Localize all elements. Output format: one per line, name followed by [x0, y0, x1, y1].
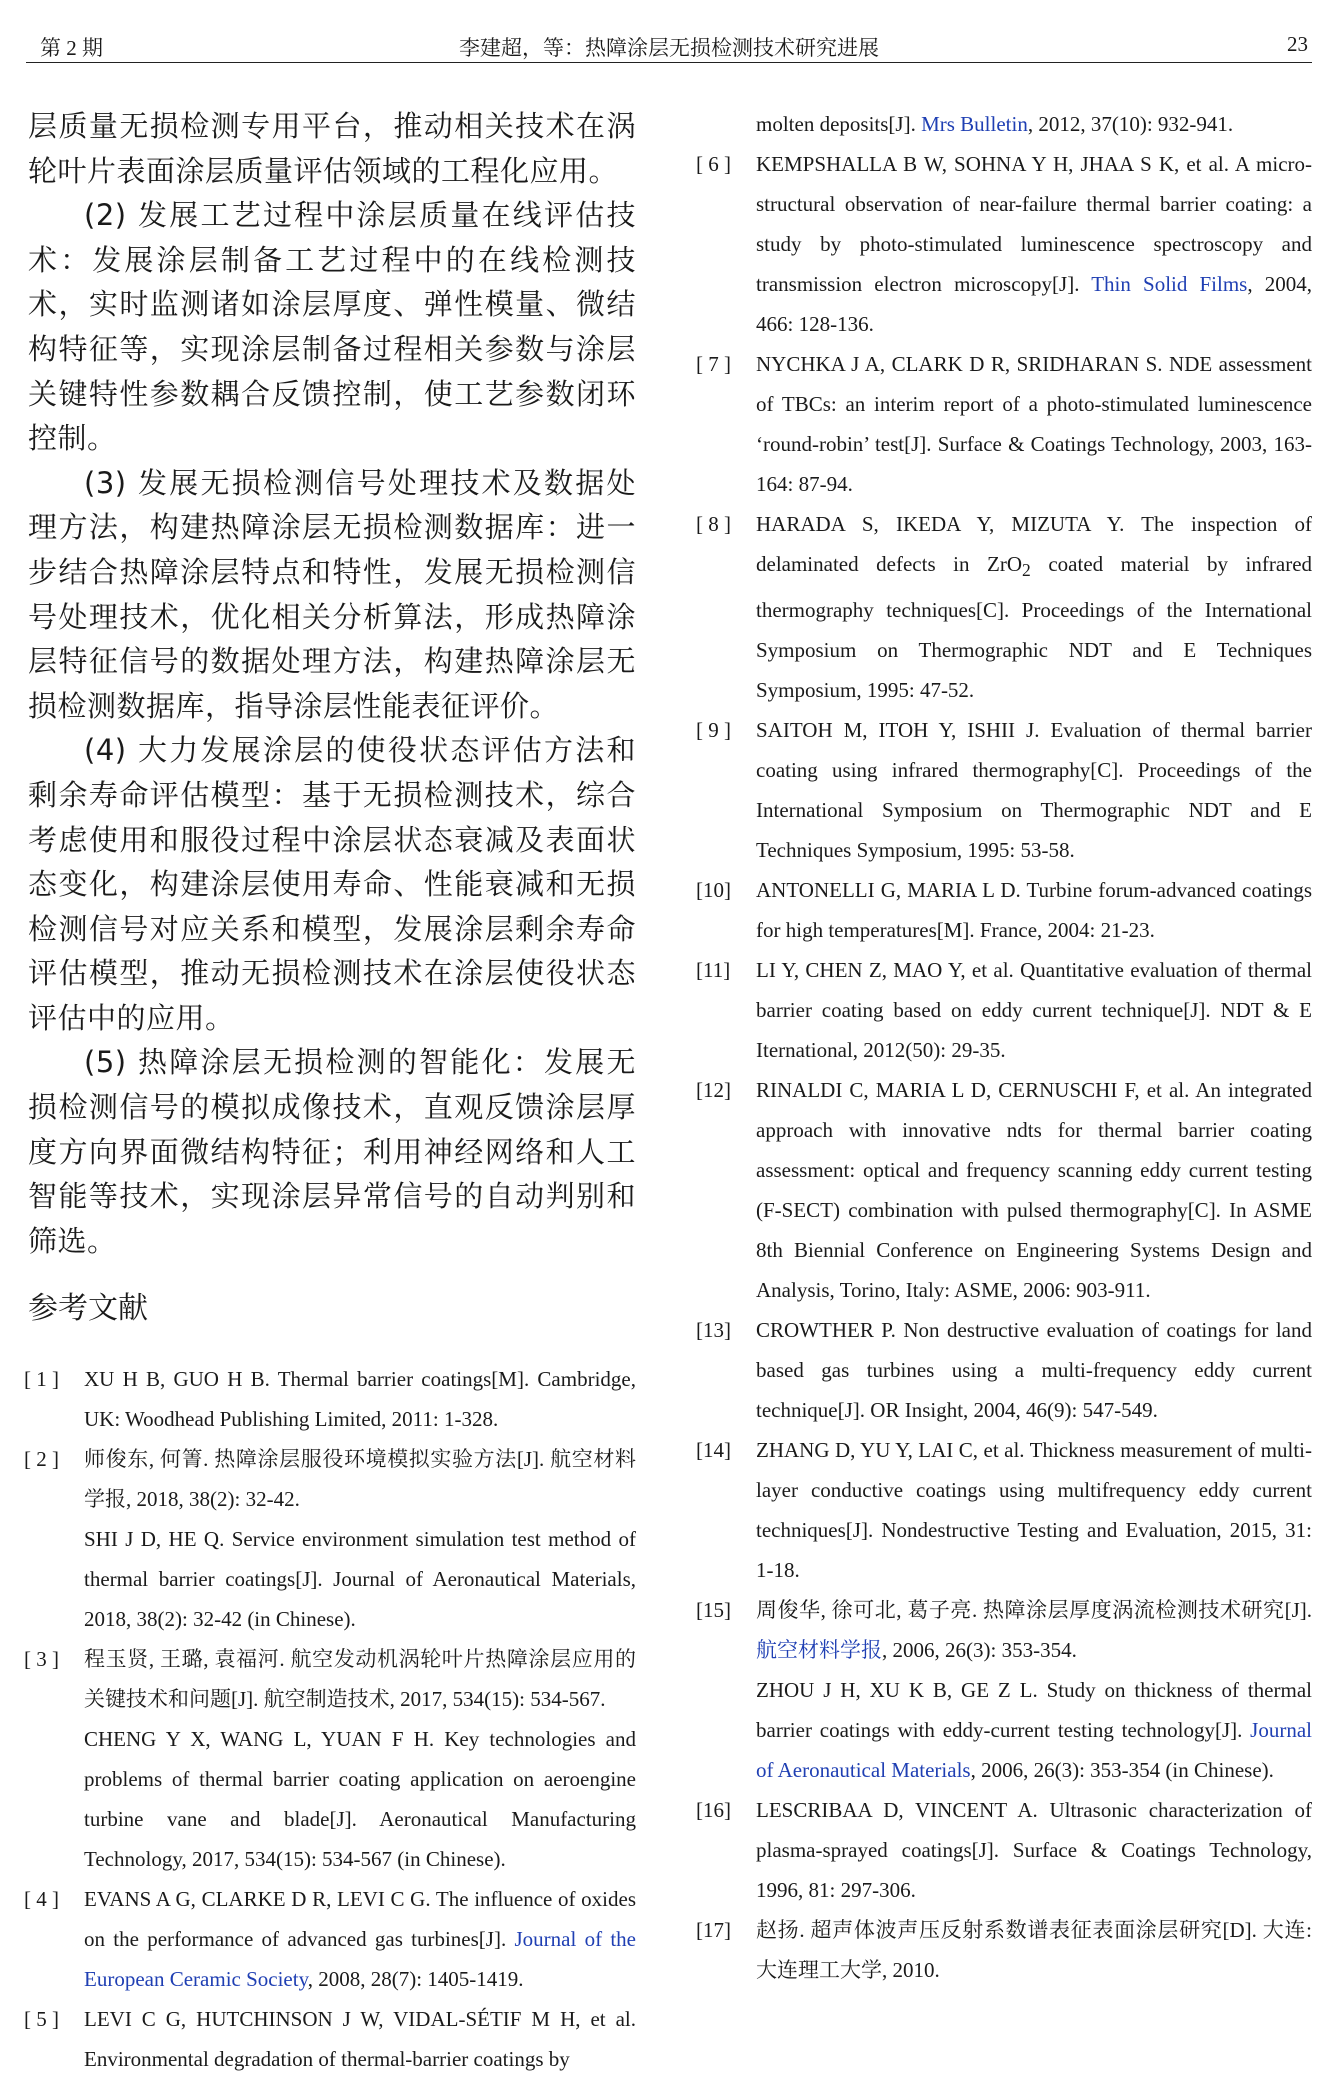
- reference-text-english: ZHOU J H, XU K B, GE Z L. Study on thickness of thermal barrier coatings with eddy-current testing technology[J].: [756, 1678, 1312, 1743]
- reference-line: [756, 1590, 1312, 1670]
- reference-text: coated material by infrared thermography techniques[C]. Proceedings of the International Symposium on Thermographic NDT and E Techniques Symposium, 1995: 47-52.: [756, 552, 1313, 703]
- reference-item-continued: [700, 104, 1312, 144]
- reference-text: , 2012, 37(10): 932-941.: [1027, 112, 1234, 136]
- reference-text-english: CHENG Y X, WANG L, YUAN F H. Key technologies and problems of thermal barrier coating application on aeroengine turbine vane and blade[J]. Aeronautical Manufacturing Technology, 2017, 534(15): 534-567 (in Chinese).: [84, 1727, 636, 1872]
- reference-text: KEMPSHALLA B W, SOHNA Y H, JHAA S K, et al. A micro-structural observation of near-failure thermal barrier coating: a study by photo-stimulated luminescence spectroscopy and transmission electron microscopy[J].: [756, 152, 1312, 296]
- left-column: [24, 104, 636, 2079]
- reference-number: [ 2 ]: [24, 1447, 59, 1472]
- reference-text: ANTONELLI G, MARIA L D. Turbine forum-advanced coatings for high temperatures[M]. France, 2004: 21-23.: [756, 878, 1312, 943]
- reference-number: [15]: [696, 1598, 731, 1623]
- reference-number: [ 5 ]: [24, 2007, 59, 2032]
- reference-text: HARADA S, IKEDA Y, MIZUTA Y. The inspection of delaminated defects in ZrO: [756, 512, 1312, 576]
- right-column: [696, 104, 1313, 1990]
- reference-text: XU H B, GUO H B. Thermal barrier coatings[M]. Cambridge, UK: Woodhead Publishing Limited, 2011: 1-328.: [84, 1367, 636, 1432]
- journal-link[interactable]: Journal of the European Ceramic Society: [84, 1927, 636, 1992]
- reference-item: [24, 1359, 636, 1439]
- running-title: 李建超，等：热障涂层无损检测技术研究进展: [459, 36, 879, 60]
- journal-link[interactable]: Journal of Aeronautical Materials: [756, 1718, 1312, 1783]
- reference-text: RINALDI C, MARIA L D, CERNUSCHI F, et al. An integrated approach with innovative ndts for thermal barrier coating assessment: optical and frequency scanning eddy current testing (F-SECT) combination with pulsed thermography[C]. In ASME 8th Biennial Conference on Engineering Systems Design and Analysis, Torino, Italy: ASME, 2006: 903-911.: [756, 1078, 1312, 1303]
- reference-number: [ 4 ]: [24, 1887, 59, 1912]
- issue-label: 第 2 期: [40, 36, 103, 60]
- reference-item: [24, 1439, 636, 1639]
- reference-item: [24, 1879, 636, 1999]
- reference-number: [ 8 ]: [696, 512, 731, 536]
- reference-line: [756, 1670, 1312, 1790]
- reference-number: [ 1 ]: [24, 1367, 59, 1392]
- reference-text: 赵扬. 超声体波声压反射系数谱表征表面涂层研究[D]. 大连: 大连理工大学, 2010.: [756, 1918, 1312, 1983]
- body-text: [28, 104, 636, 1263]
- reference-item: [696, 870, 1312, 950]
- reference-number: [ 7 ]: [696, 352, 731, 376]
- reference-item: [696, 1070, 1312, 1310]
- reference-text: LEVI C G, HUTCHINSON J W, VIDAL-SÉTIF M H, et al. Environmental degradation of thermal-barrier coatings by: [84, 2007, 636, 2072]
- reference-text: NYCHKA J A, CLARK D R, SRIDHARAN S. NDE assessment of TBCs: an interim report of a photo-stimulated luminescence ‘round-robin’ test[J]. Surface & Coatings Technology, 2003, 163-164: 87-94.: [756, 352, 1312, 496]
- references-heading: 参考文献: [28, 1291, 148, 1327]
- reference-number: [ 6 ]: [696, 152, 731, 176]
- reference-number: [16]: [696, 1798, 731, 1823]
- paragraph: (4) 大力发展涂层的使役状态评估方法和剩余寿命评估模型：基于无损检测技术，综合考虑使用和服役过程中涂层状态衰减及表面状态变化，构建涂层使用寿命、性能衰减和无损检测信号对应关系和模型，发展涂层剩余寿命评估模型，推动无损检测技术在涂层使役状态评估中的应用。: [28, 733, 636, 1035]
- reference-number: [11]: [696, 958, 731, 983]
- reference-text: , 2008, 28(7): 1405-1419.: [307, 1967, 524, 1992]
- reference-item: [696, 1590, 1312, 1790]
- reference-item: [24, 1639, 636, 1879]
- reference-text: SAITOH M, ITOH Y, ISHII J. Evaluation of thermal barrier coating using infrared thermography[C]. Proceedings of the International Symposium on Thermographic NDT and E Techniques Symposium, 1995: 53-58.: [756, 718, 1312, 863]
- reference-item: [696, 950, 1312, 1070]
- reference-text: LESCRIBAA D, VINCENT A. Ultrasonic characterization of plasma-sprayed coatings[J]. Surface & Coatings Technology, 1996, 81: 297-306.: [756, 1798, 1312, 1903]
- reference-number: [13]: [696, 1318, 731, 1343]
- reference-text: , 2006, 26(3): 353-354.: [882, 1638, 1077, 1663]
- reference-item: [696, 344, 1312, 504]
- journal-link[interactable]: 航空材料学报: [756, 1638, 882, 1663]
- reference-text: , 2006, 26(3): 353-354 (in Chinese).: [970, 1758, 1274, 1783]
- reference-text: , 2004, 466: 128-136.: [756, 272, 1312, 336]
- reference-number: [10]: [696, 878, 731, 903]
- reference-item: [696, 144, 1312, 344]
- reference-text-english: SHI J D, HE Q. Service environment simulation test method of thermal barrier coatings[J]. Journal of Aeronautical Materials, 2018, 38(2): 32-42 (in Chinese).: [84, 1527, 636, 1632]
- reference-number: [12]: [696, 1078, 731, 1103]
- page-number: 23: [1287, 32, 1308, 56]
- reference-item: [696, 1910, 1312, 1990]
- reference-text: 师俊东, 何箐. 热障涂层服役环境模拟实验方法[J]. 航空材料学报, 2018, 38(2): 32-42.: [84, 1447, 636, 1512]
- reference-item: [696, 1430, 1312, 1590]
- paragraph: (5) 热障涂层无损检测的智能化：发展无损检测信号的模拟成像技术，直观反馈涂层厚度方向界面微结构特征；利用神经网络和人工智能等技术，实现涂层异常信号的自动判别和筛选。: [28, 1045, 636, 1258]
- reference-number: [17]: [696, 1918, 731, 1943]
- reference-number: [14]: [696, 1438, 731, 1463]
- reference-text: molten deposits[J].: [756, 112, 922, 136]
- reference-text: EVANS A G, CLARKE D R, LEVI C G. The influence of oxides on the performance of advanced gas turbines[J].: [84, 1887, 636, 1952]
- reference-item: [696, 1790, 1312, 1910]
- journal-link[interactable]: Mrs Bulletin: [921, 112, 1028, 136]
- reference-text: ZHANG D, YU Y, LAI C, et al. Thickness measurement of multi-layer conductive coatings using multifrequency eddy current techniques[J]. Nondestructive Testing and Evaluation, 2015, 31: 1-18.: [756, 1438, 1312, 1583]
- journal-link[interactable]: Thin Solid Films: [1091, 272, 1248, 296]
- reference-number: [ 3 ]: [24, 1647, 59, 1672]
- paragraph: (2) 发展工艺过程中涂层质量在线评估技术：发展涂层制备工艺过程中的在线检测技术，实时监测诸如涂层厚度、弹性模量、微结构特征等，实现涂层制备过程相关参数与涂层关键特性参数耦合反馈控制，使工艺参数闭环控制。: [28, 198, 636, 456]
- reference-item: [696, 504, 1313, 710]
- paragraph: 层质量无损检测专用平台，推动相关技术在涡轮叶片表面涂层质量评估领域的工程化应用。: [28, 109, 636, 188]
- reference-item: [696, 710, 1312, 870]
- reference-item: [696, 1310, 1312, 1430]
- paragraph: (3) 发展无损检测信号处理技术及数据处理方法，构建热障涂层无损检测数据库：进一步结合热障涂层特点和特性，发展无损检测信号处理技术，优化相关分析算法，形成热障涂层特征信号的数据处理方法，构建热障涂层无损检测数据库，指导涂层性能表征评价。: [28, 465, 636, 723]
- reference-number: [ 9 ]: [696, 718, 731, 743]
- running-header: [26, 30, 1312, 63]
- subscript: 2: [1022, 560, 1031, 581]
- reference-text: CROWTHER P. Non destructive evaluation of coatings for land based gas turbines using a multi-frequency eddy current technique[J]. OR Insight, 2004, 46(9): 547-549.: [756, 1318, 1312, 1423]
- reference-text: 程玉贤, 王璐, 袁福河. 航空发动机涡轮叶片热障涂层应用的关键技术和问题[J]. 航空制造技术, 2017, 534(15): 534-567.: [84, 1647, 636, 1712]
- reference-text: 周俊华, 徐可北, 葛子亮. 热障涂层厚度涡流检测技术研究[J].: [756, 1598, 1312, 1623]
- reference-text: LI Y, CHEN Z, MAO Y, et al. Quantitative evaluation of thermal barrier coating based on eddy current technique[J]. NDT & E Iternational, 2012(50): 29-35.: [756, 958, 1312, 1063]
- reference-item: [24, 1999, 636, 2079]
